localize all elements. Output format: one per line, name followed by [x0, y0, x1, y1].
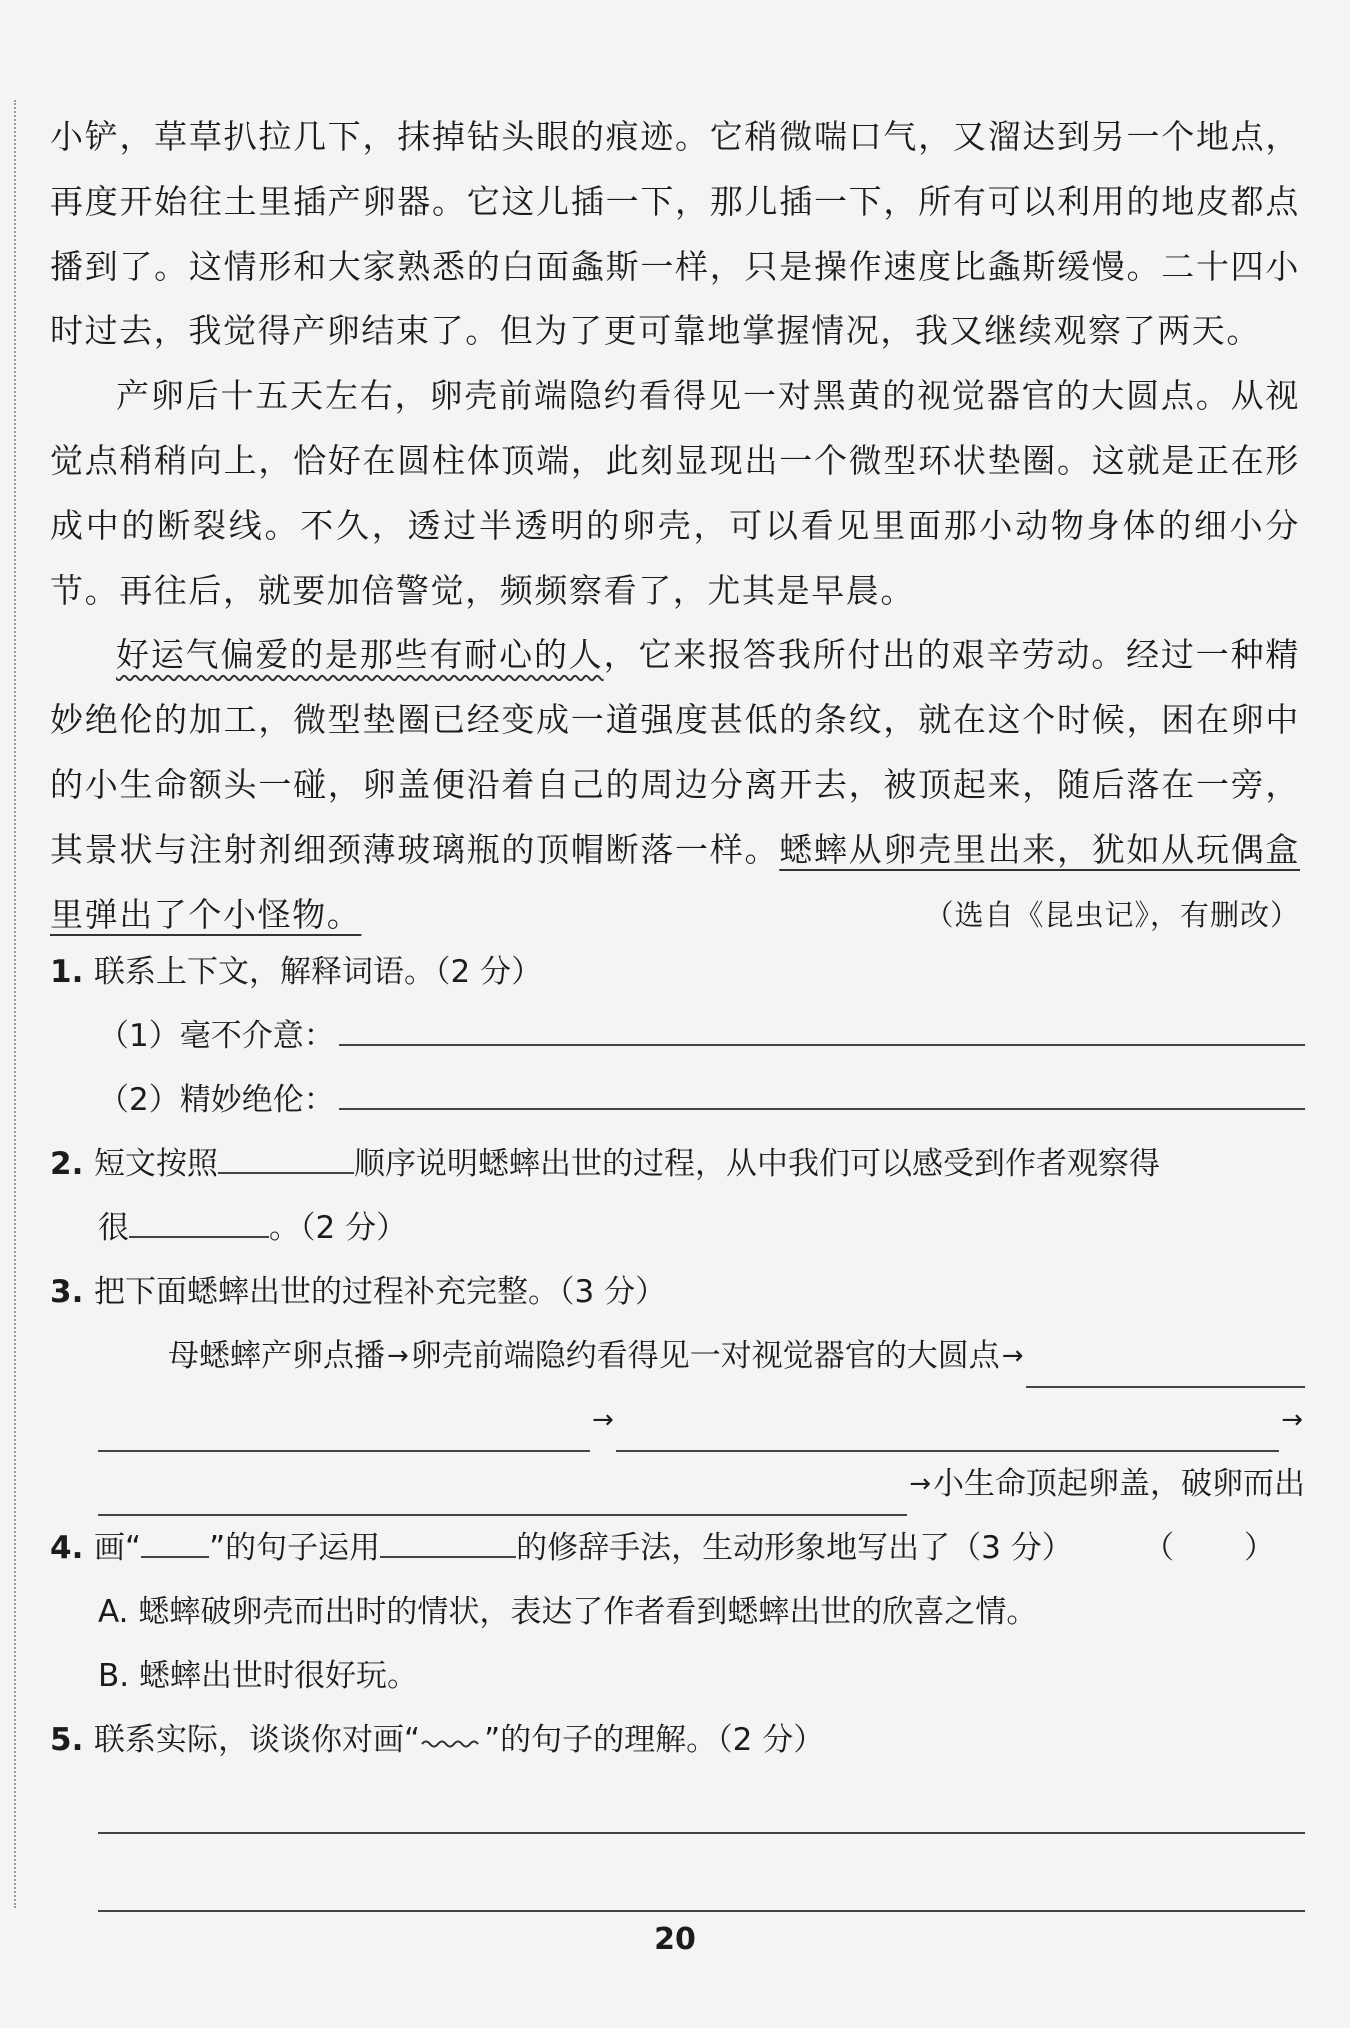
question-2-text-c: 很 [98, 1210, 129, 1246]
flow-arrow-icon: → [1281, 1405, 1303, 1435]
question-1-sub-1 [50, 1004, 1305, 1068]
question-4-option-b: B. 蟋蟀出世时很好玩。 [98, 1658, 418, 1694]
question-4-option-a: A. 蟋蟀破卵壳而出时的情状，表达了作者看到蟋蟀出世的欣喜之情。 [98, 1594, 1038, 1630]
answer-blank-3-2[interactable] [98, 1416, 590, 1452]
question-5-number: 5. [50, 1722, 84, 1758]
passage-paragraph-2: 产卵后十五天左右，卵壳前端隐约看得见一对黑黄的视觉器官的大圆点。从视觉点稍稍向上，恰好在圆柱体顶端，此刻显现出一个微型环状垫圈。这就是正在形成中的断裂线。不久，透过半透明的卵壳，可以看见里面那小动物身体的细小分节。再往后，就要加倍警觉，频频察看了，尤其是早晨。 [50, 376, 1300, 610]
flow-arrow-icon: → [387, 1341, 409, 1371]
question-5-text-a: 联系实际，谈谈你对画“ [94, 1722, 421, 1758]
question-4-text-b: ”的句子运用 [209, 1530, 381, 1566]
question-2 [50, 1132, 1305, 1196]
flow-row-2 [50, 1388, 1305, 1452]
passage-paragraph-1: 小铲，草草扒拉几下，抹掉钻头眼的痕迹。它稍微喘口气，又溜达到另一个地点，再度开始往土里插产卵器。它这儿插一下，那儿插一下，所有可以利用的地皮都点播到了。这情形和大家熟悉的白面螽斯一样，只是操作速度比螽斯缓慢。二十四小时过去，我觉得产卵结束了。但为了更可靠地掌握情况，我又继续观察了两天。 [50, 117, 1300, 351]
flow-step-start: 母蟋蟀产卵点播 [168, 1338, 385, 1374]
question-5 [50, 1708, 1305, 1772]
flow-step-2: 卵壳前端隐约看得见一对视觉器官的大圆点 [410, 1338, 1000, 1374]
question-1-sub-2-label: （2）精妙绝伦： [98, 1082, 335, 1118]
question-2-text-b: 顺序说明蟋蟀出世的过程，从中我们可以感受到作者观察得 [354, 1146, 1160, 1182]
question-1-number: 1. [50, 954, 84, 990]
question-3 [50, 1260, 1305, 1324]
question-5-text-b: ”的句子的理解。（2 分） [484, 1722, 825, 1758]
passage-source: （选自《昆虫记》，有删改） [924, 897, 1300, 932]
question-4-text-a: 画“ [94, 1530, 142, 1566]
question-2-continued [50, 1196, 1305, 1260]
wavy-underlined-sentence: 好运气偏爱的是那些有耐心的人 [116, 635, 604, 675]
answer-blank-4-1[interactable] [380, 1528, 516, 1558]
question-2-text-a: 短文按照 [94, 1146, 218, 1182]
question-2-number: 2. [50, 1146, 84, 1182]
passage-paragraph-3-body: ，它来报答我所付出的艰辛劳动。经过一种精妙绝伦的加工，微型垫圈已经变成一道强度甚低的条纹，就在这个时候，困在卵中的小生命额头一碰，卵盖便沿着自己的周边分离开去，被顶起来，随后落在一旁，其景状与注射剂细颈薄玻璃瓶的顶帽断落一样。 [50, 635, 1300, 869]
answer-choice-parentheses[interactable]: （ ） [1143, 1530, 1305, 1566]
question-3-text: 把下面蟋蟀出世的过程补充完整。（3 分） [94, 1274, 667, 1310]
reading-passage [50, 105, 1300, 947]
wavy-line-mark [420, 1724, 484, 1750]
flow-step-end: 小生命顶起卵盖，破卵而出 [933, 1466, 1305, 1502]
question-4-text-c: 的修辞手法，生动形象地写出了（3 分） [516, 1530, 1073, 1566]
page-number: 20 [654, 1922, 696, 1957]
flow-arrow-icon: → [909, 1469, 931, 1499]
answer-blank-1-2[interactable] [339, 1080, 1305, 1110]
question-1-sub-2 [50, 1068, 1305, 1132]
flow-arrow-icon: → [592, 1405, 614, 1435]
flow-row-3 [50, 1452, 1305, 1516]
straight-underlined-sentence: 蟋蟀从卵壳里出来，犹如从玩偶盒里弹出了个小怪物。 [50, 829, 1300, 934]
answer-blank-2-2[interactable] [129, 1208, 269, 1238]
answer-blank-3-4[interactable] [98, 1480, 907, 1516]
question-2-text-d: 。（2 分） [269, 1210, 408, 1246]
answer-blank-3-3[interactable] [616, 1416, 1279, 1452]
flow-arrow-icon: → [1001, 1341, 1024, 1371]
answer-line-5-1[interactable] [98, 1776, 1305, 1834]
question-1-sub-1-label: （1）毫不介意： [98, 1018, 335, 1054]
flow-row-1 [50, 1324, 1305, 1388]
page-binding-edge [14, 100, 16, 1908]
answer-blank-3-1[interactable] [1026, 1352, 1305, 1388]
question-section [50, 940, 1305, 1912]
straight-line-mark [141, 1528, 209, 1558]
answer-blank-2-1[interactable] [218, 1144, 354, 1174]
answer-line-5-2[interactable] [98, 1854, 1305, 1912]
question-1 [50, 940, 1305, 1004]
question-3-number: 3. [50, 1274, 84, 1310]
answer-blank-1-1[interactable] [339, 1016, 1305, 1046]
question-1-text: 联系上下文，解释词语。（2 分） [94, 954, 543, 990]
question-4-number: 4. [50, 1530, 84, 1566]
question-4 [50, 1516, 1305, 1580]
